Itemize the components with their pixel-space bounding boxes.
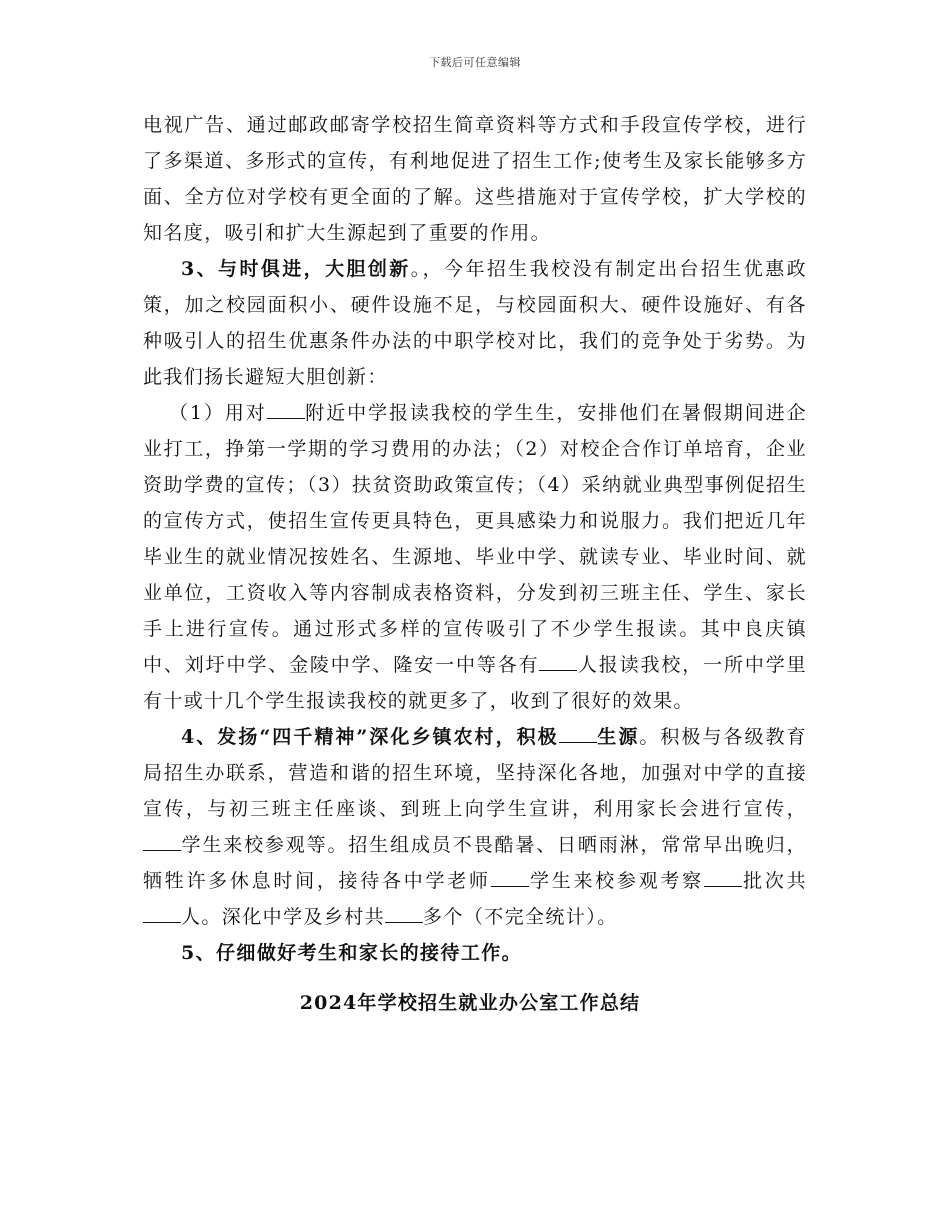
paragraph-4-part-e: 人。深化中学及乡村共 [181, 906, 386, 928]
section-heading-3: 3、与时俱进，大胆创新 [181, 258, 411, 280]
paragraph-4-part-c: 学生来校参观考察 [528, 870, 704, 892]
paragraph-2 [143, 251, 807, 395]
blank-line [491, 870, 529, 887]
paragraph-4-part-d: 批次共 [741, 870, 807, 892]
section-heading-4-part-a: 4、发扬“四千精神”深化乡镇农村，积极 [181, 726, 559, 748]
blank-line [704, 870, 742, 887]
section-heading-4-part-b: 生源 [596, 726, 640, 748]
page-header: 下载后可任意编辑 [429, 56, 521, 69]
paragraph-3 [143, 395, 807, 719]
paragraph-4-part-f: 多个（不完全统计）。 [423, 906, 618, 928]
section-heading-5: 5、仔细做好考生和家长的接待工作。 [181, 942, 523, 964]
paragraph-2-text: 。，今年招生我校没有制定出台招生优惠政策，加之校园面积小、硬件设施不足，与校园面积大、硬件设施好、有各种吸引人的招生优惠条件办法的中职学校对比，我们的竞争处于劣势。为此我们扬长避短大胆创新： [143, 258, 808, 388]
blank-line [143, 834, 181, 851]
paragraph-1: 电视广告、通过邮政邮寄学校招生简章资料等方式和手段宣传学校，进行了多渠道、多形式的宣传，有利地促进了招生工作;使考生及家长能够多方面、全方位对学校有更全面的了解。这些措施对于宣传学校，扩大学校的知名度，吸引和扩大生源起到了重要的作用。 [143, 114, 807, 244]
paragraph-4-part-b: 学生来校参观等。招生组成员不畏酷暑、日晒雨淋，常常早出晚归，牺牲许多休息时间，接待各中学老师 [143, 834, 807, 892]
blank-line [385, 906, 423, 923]
section-heading-4 [181, 726, 639, 748]
paragraph-4-part-a: 。积极与各级教育局招生办联系，营造和谐的招生环境，坚持深化各地，加强对中学的直接宣传，与初三班主任座谈、到班上向学生宣讲，利用家长会进行宣传， [143, 726, 807, 820]
paragraph-4 [143, 719, 807, 935]
blank-line [539, 654, 577, 671]
blank-line [143, 906, 181, 923]
paragraph-3-part-c: 人报读我校，一所中学里有十或十几个学生报读我校的就更多了，收到了很好的效果。 [143, 654, 807, 712]
paragraph-3-part-a: （1）用对 [169, 402, 267, 424]
document-title: 2024年学校招生就业办公室工作总结 [299, 992, 641, 1014]
document-body [143, 107, 807, 1021]
blank-line [559, 726, 597, 743]
paragraph-3-part-b: 附近中学报读我校的学生生，安排他们在暑假期间进企业打工，挣第一学期的学习费用的办法；（2）对校企合作订单培育，企业资助学费的宣传；（3）扶贫资助政策宣传；（4）采纳就业典型事例促招生的宣传方式，使招生宣传更具特色，更具感染力和说服力。我们把近几年毕业生的就业情况按姓名、生源地、毕业中学、就读专业、毕业时间、就业单位，工资收入等内容制成表格资料，分发到初三班主任、学生、家长手上进行宣传。通过形式多样的宣传吸引了不少学生报读。其中良庆镇中、刘圩中学、金陵中学、隆安一中等各有 [143, 402, 807, 676]
blank-line [267, 402, 305, 419]
